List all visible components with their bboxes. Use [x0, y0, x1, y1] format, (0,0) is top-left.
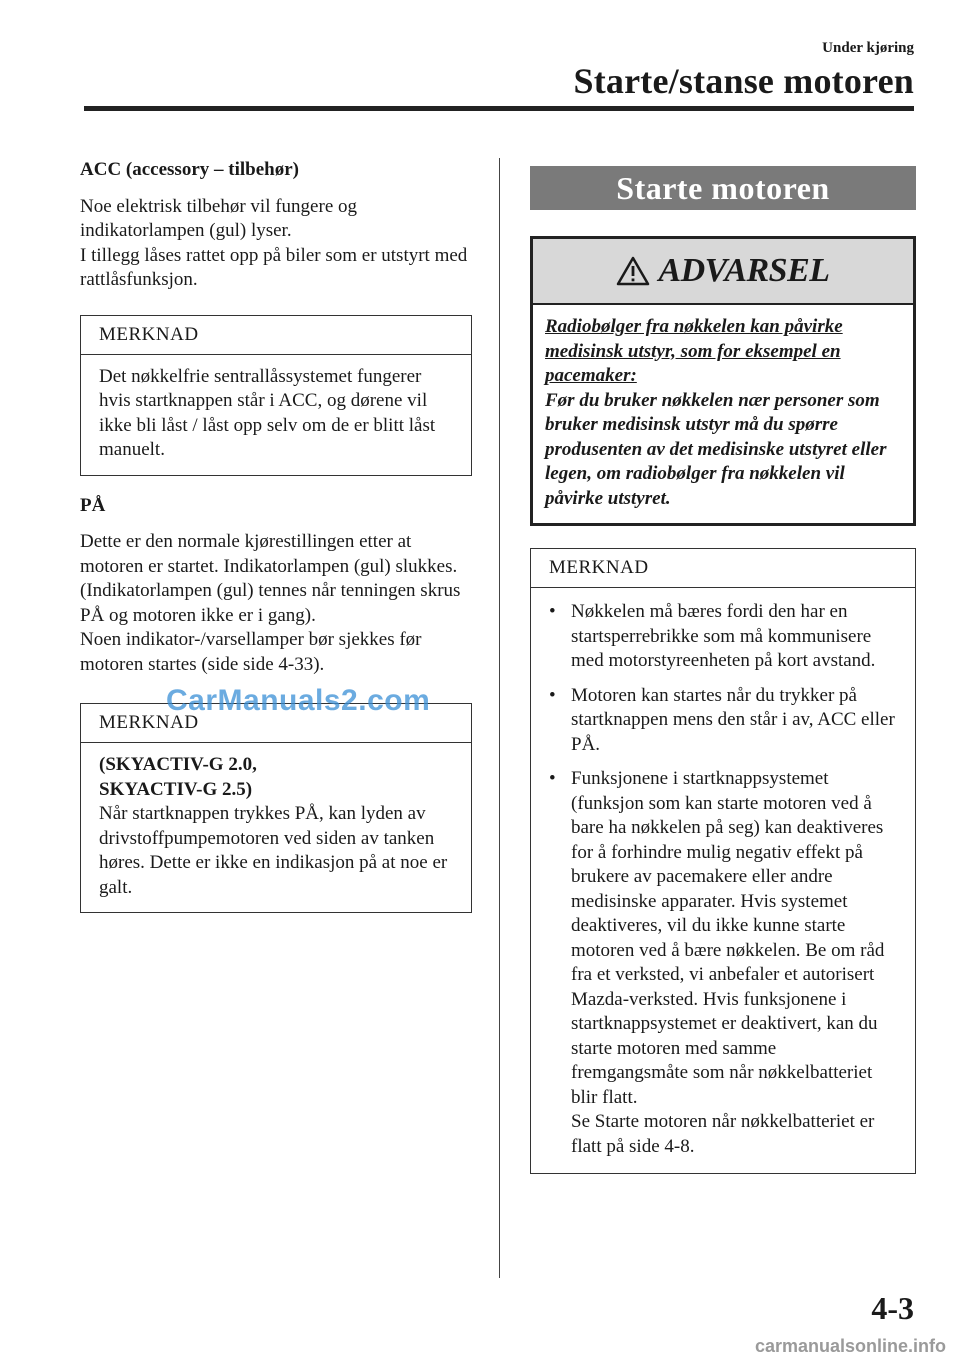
left-column [80, 152, 472, 913]
on-text-2: Noen indikator-/varsellamper bør sjekkes før motoren startes (side side 4-33). [80, 629, 422, 675]
note-bullet-list [549, 600, 897, 1159]
on-heading: PÅ [80, 494, 106, 516]
note-box-3 [530, 548, 916, 1174]
note-title: MERKNAD [81, 704, 471, 743]
warning-triangle-icon [616, 256, 650, 286]
bullet-icon: • [549, 768, 556, 789]
section-title: Starte/stanse motoren [573, 61, 914, 101]
watermark-logo: CarManuals2.com [166, 684, 431, 717]
note-box-1 [80, 315, 472, 476]
warning-header [533, 239, 913, 305]
bullet-icon: • [549, 601, 556, 622]
note-text: Det nøkkelfrie sentrallåssystemet fungerer hvis startknappen står i ACC, og dørene vil ikke bli låst / låst opp selv om de er blitt låst manuelt. [99, 365, 436, 460]
acc-text-2: I tillegg låses rattet opp på biler som er utstyrt med rattlåsfunksjon. [80, 244, 468, 290]
warning-text: Før du bruker nøkkelen nær personer som bruker medisinsk utstyr må du spørre produsenten av det medisinske utstyret eller legen, om radiobølger fra nøkkelen vil påvirke utstyret. [545, 389, 887, 509]
list-item: • Nøkkelen må bæres fordi den har en startsperrebrikke som må kommunisere med motorstyreenheten på kort avstand. [549, 601, 876, 671]
bullet-icon: • [549, 684, 556, 706]
header-rule [84, 106, 914, 111]
warning-title: ADVARSEL [658, 252, 830, 289]
section-banner: Starte motoren [530, 166, 916, 210]
chapter-label: Under kjøring [822, 40, 914, 56]
note-box-2 [80, 703, 472, 913]
note-text: Når startknappen trykkes PÅ, kan lyden av drivstoffpumpemotoren ved siden av tanken høres. Dette er ikke en indikasjon på at noe er galt. [99, 803, 448, 898]
note-engine-line-2: SKYACTIV-G 2.5) [99, 778, 253, 800]
warning-underlined-text: Radiobølger fra nøkkelen kan påvirke medisinsk utstyr, som for eksempel en pacemaker: [545, 316, 843, 386]
list-item: • Funksjonene i startknappsystemet (funksjon som kan starte motoren ved å bare ha nøkkelen på seg) kan deaktiveres for å forhindre mulig negativ effekt på brukere av pacemakere eller andre medisinske apparater. Hvis systemet deaktiveres, vil du ikke kunne starte motoren ved å bære nøkkelen. Be om råd fra et verksted, vi anbefaler et autorisert Mazda-verksted. Hvis funksjonene i startknappsystemet er deaktivert, kan du starte motoren med samme fremgangsmåte som når nøkkelbatteriet blir flatt. Se Starte motoren når nøkkelbatteriet er flatt på side 4-8. [549, 768, 885, 1157]
note-title: MERKNAD [531, 549, 915, 588]
acc-text-1: Noe elektrisk tilbehør vil fungere og indikatorlampen (gul) lyser. [80, 195, 358, 241]
page-number: 4-3 [871, 1290, 914, 1326]
note-engine-line-1: (SKYACTIV-G 2.0, [99, 754, 257, 775]
warning-box [530, 236, 916, 526]
right-column [530, 166, 916, 1174]
acc-heading: ACC (accessory – tilbehør) [80, 159, 299, 180]
list-item: • Motoren kan startes når du trykker på startknappen mens den står i av, ACC eller PÅ. [549, 684, 895, 755]
footer-watermark: carmanualsonline.info [754, 1336, 946, 1356]
note-title: MERKNAD [81, 316, 471, 355]
on-text-1: Dette er den normale kjørestillingen etter at motoren er startet. Indikatorlampen (gul) slukkes. (Indikatorlampen (gul) tennes når tenningen skrus PÅ og motoren ikke er i gang). [80, 531, 461, 626]
column-divider [499, 158, 500, 1278]
